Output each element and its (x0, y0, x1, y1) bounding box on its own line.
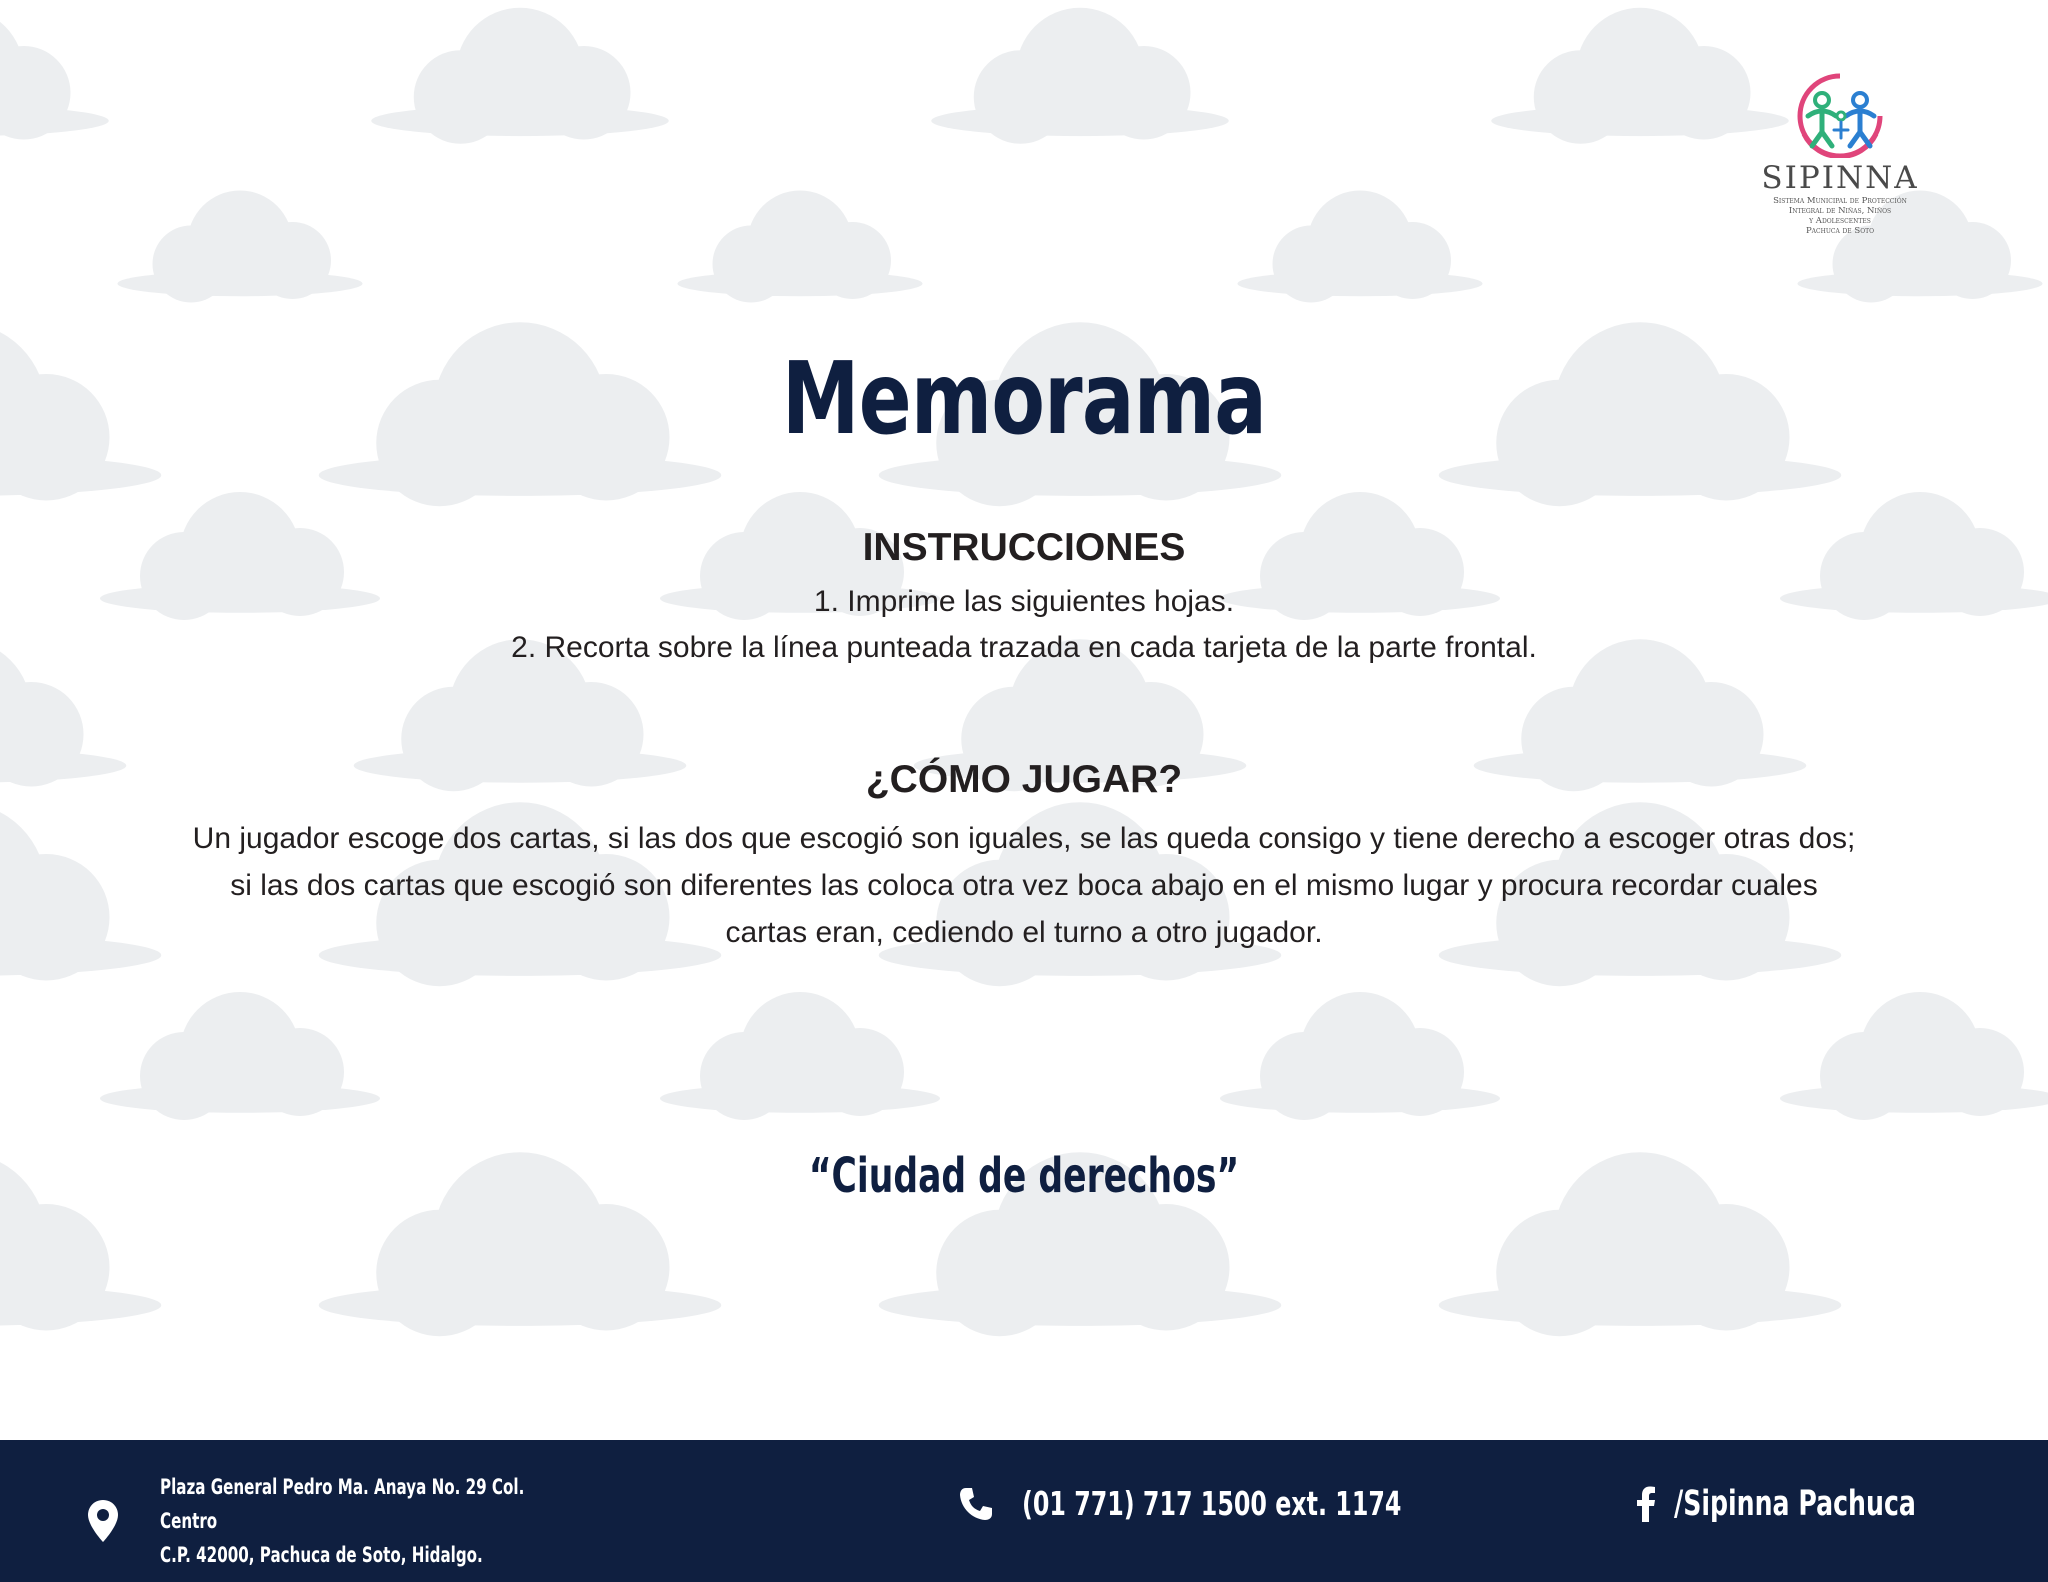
footer-facebook (1636, 1484, 2010, 1524)
logo-subtitle-4: Pachuca de Soto (1805, 226, 1875, 236)
cloud-shape (100, 992, 380, 1120)
logo-subtitle-3: y Adolescentes (1809, 216, 1871, 226)
how-to-play-line: Un jugador escoge dos cartas, si las dos que escogió son iguales, se las queda consigo y tiene derecho a escoger otras dos; (192, 822, 1856, 855)
how-to-play-heading: ¿CÓMO JUGAR? (865, 758, 1183, 801)
phone-icon (958, 1486, 994, 1522)
how-to-play-text (60, 815, 1988, 956)
how-to-play-line: si las dos cartas que escogió son diferentes las coloca otra vez boca abajo en el mismo lugar y procura recordar cuales (230, 869, 1818, 902)
facebook-icon (1636, 1486, 1656, 1522)
cloud-shape (371, 8, 669, 144)
location-pin-icon (86, 1498, 120, 1544)
children-circle-icon (1790, 72, 1890, 158)
logo-subtitle-2: Integral de Niñas, Niños (1788, 206, 1892, 216)
instruction-item: 2. Recorta sobre la línea punteada trazada en cada tarjeta de la parte frontal. (511, 631, 1537, 664)
logo-name: SIPINNA (1761, 160, 1919, 196)
sipinna-logo (1740, 72, 1940, 262)
footer-bar (0, 1440, 2048, 1582)
cloud-shape (0, 8, 109, 144)
page-title: Memorama (781, 340, 1267, 457)
facebook-handle: /Sipinna Pachuca (1674, 1484, 1916, 1524)
footer-address (86, 1470, 720, 1572)
phone-number: (01 771) 717 1500 ext. 1174 (1022, 1484, 1402, 1523)
how-to-play-line: cartas eran, cediendo el turno a otro jugador. (725, 916, 1323, 949)
cloud-shape (678, 191, 923, 303)
logo-subtitle-1: Sistema Municipal de Protección (1773, 196, 1907, 206)
cloud-shape (1220, 992, 1500, 1120)
cloud-shape (0, 1152, 161, 1336)
address-line-2: C.P. 42000, Pachuca de Soto, Hidalgo. (160, 1543, 483, 1567)
cloud-shape (118, 191, 363, 303)
cloud-shape (931, 8, 1229, 144)
footer-phone (958, 1484, 1549, 1523)
instructions-heading: INSTRUCCIONES (862, 526, 1186, 569)
address-line-1: Plaza General Pedro Ma. Anaya No. 29 Col. Centro (160, 1475, 525, 1533)
instruction-item: 1. Imprime las siguientes hojas. (813, 585, 1235, 618)
cloud-shape (1238, 191, 1483, 303)
slogan: “Ciudad de derechos” (808, 1148, 1240, 1204)
cloud-shape (660, 992, 940, 1120)
cloud-shape (1780, 992, 2048, 1120)
cloud-shape (0, 322, 161, 506)
